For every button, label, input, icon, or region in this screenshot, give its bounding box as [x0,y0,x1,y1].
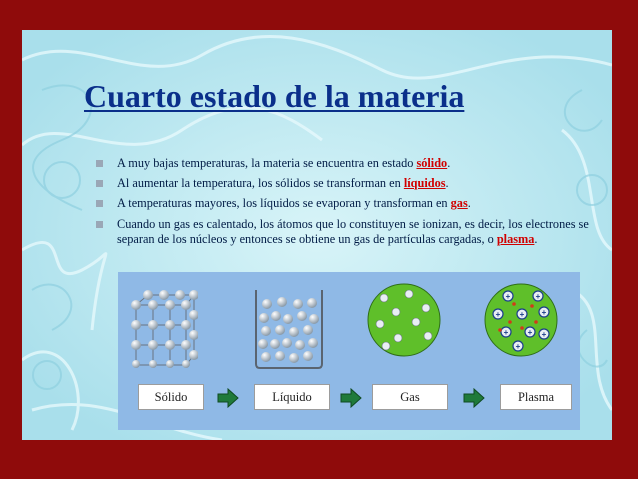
bullet-item: Al aumentar la temperatura, los sólidos se transforman en líquidos. [96,176,612,191]
state-label-plasma: Plasma [500,384,572,410]
bullet-square-icon [96,221,103,228]
svg-text:+: + [515,342,521,351]
svg-text:+: + [503,328,509,337]
bullet-item: A muy bajas temperaturas, la materia se encuentra en estado sólido. [96,156,612,171]
bullet-square-icon [96,180,103,187]
bullet-item: A temperaturas mayores, los líquidos se evaporan y transforman en gas. [96,196,612,211]
right-arrow-icon [217,388,239,408]
svg-text:+: + [541,308,547,317]
gas-sphere-icon [366,282,442,358]
liquid-beaker-icon [252,286,326,370]
svg-text:+: + [527,328,533,337]
svg-text:+: + [505,292,511,301]
keyword-link: líquidos [403,176,446,191]
bullet-square-icon [96,160,103,167]
keyword-link: plasma [496,231,535,246]
bullet-square-icon [96,200,103,207]
svg-text:+: + [535,292,541,301]
right-arrow-icon [463,388,485,408]
bullet-list [96,156,612,252]
state-label-gas: Gas [372,384,448,410]
slide-canvas [22,30,612,440]
state-label-solid: Sólido [138,384,204,410]
slide-title: Cuarto estado de la materia [84,78,465,114]
states-diagram [118,272,580,430]
keyword-link: gas [450,196,468,211]
keyword-link: sólido [416,156,448,170]
svg-text:+: + [495,310,501,319]
solid-lattice-icon [128,280,198,368]
svg-text:+: + [541,330,547,339]
state-label-liquid: Líquido [254,384,330,410]
right-arrow-icon [340,388,362,408]
bullet-item: Cuando un gas es calentado, los átomos que lo constituyen se ionizan, es decir, los electrones se separan de los núcleos y entonces se obtiene un gas de partículas cargadas, o plasma. [96,217,612,247]
plasma-sphere-icon [482,282,560,358]
svg-text:+: + [519,310,525,319]
